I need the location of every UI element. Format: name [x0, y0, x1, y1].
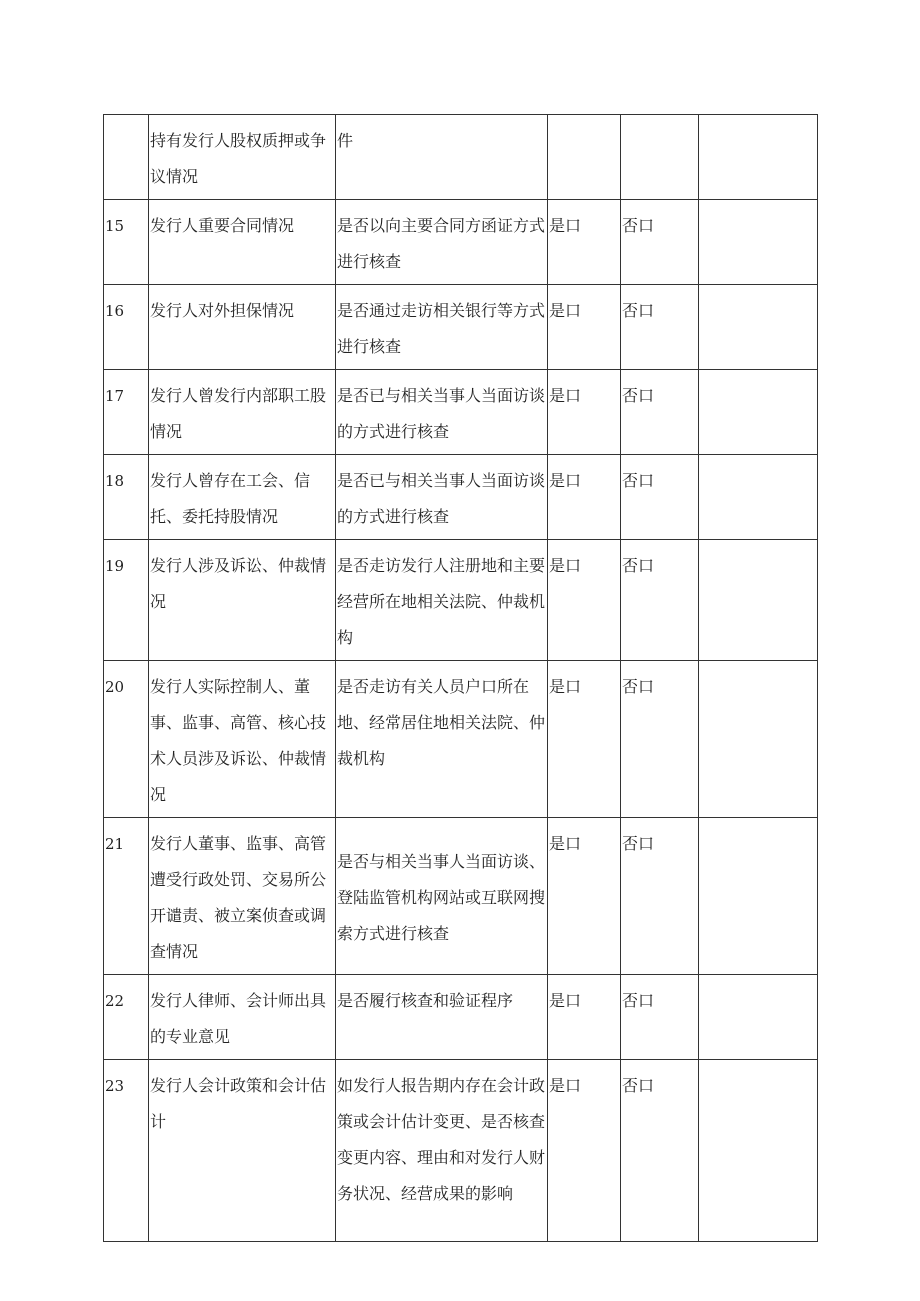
remarks-cell	[699, 200, 818, 285]
check-item: 发行人涉及诉讼、仲裁情况	[149, 540, 336, 661]
check-item: 发行人律师、会计师出具的专业意见	[149, 975, 336, 1060]
check-method: 是否已与相关当事人当面访谈的方式进行核查	[336, 370, 548, 455]
yes-checkbox[interactable]: 是口	[548, 455, 621, 540]
no-checkbox[interactable]: 否口	[621, 1060, 699, 1242]
check-item: 持有发行人股权质押或争议情况	[149, 115, 336, 200]
check-method: 是否履行核查和验证程序	[336, 975, 548, 1060]
row-number: 23	[104, 1060, 149, 1242]
no-checkbox[interactable]: 否口	[621, 370, 699, 455]
check-item: 发行人曾发行内部职工股情况	[149, 370, 336, 455]
check-method: 是否通过走访相关银行等方式进行核查	[336, 285, 548, 370]
no-checkbox[interactable]: 否口	[621, 975, 699, 1060]
row-number: 19	[104, 540, 149, 661]
yes-checkbox	[548, 115, 621, 200]
table-row	[104, 661, 818, 818]
table-row	[104, 975, 818, 1060]
no-checkbox[interactable]: 否口	[621, 285, 699, 370]
table-row	[104, 455, 818, 540]
remarks-cell	[699, 285, 818, 370]
check-item: 发行人董事、监事、高管遭受行政处罚、交易所公开谴责、被立案侦查或调查情况	[149, 818, 336, 975]
remarks-cell	[699, 455, 818, 540]
remarks-cell	[699, 975, 818, 1060]
remarks-cell	[699, 540, 818, 661]
remarks-cell	[699, 1060, 818, 1242]
no-checkbox[interactable]: 否口	[621, 661, 699, 818]
table-row	[104, 1060, 818, 1242]
table-row	[104, 115, 818, 200]
verification-checklist-table	[103, 114, 818, 1242]
yes-checkbox[interactable]: 是口	[548, 661, 621, 818]
yes-checkbox[interactable]: 是口	[548, 1060, 621, 1242]
check-method: 是否走访发行人注册地和主要经营所在地相关法院、仲裁机构	[336, 540, 548, 661]
row-number: 20	[104, 661, 149, 818]
check-method: 是否已与相关当事人当面访谈的方式进行核查	[336, 455, 548, 540]
no-checkbox[interactable]: 否口	[621, 540, 699, 661]
row-number: 21	[104, 818, 149, 975]
table-row	[104, 370, 818, 455]
yes-checkbox[interactable]: 是口	[548, 285, 621, 370]
row-number	[104, 115, 149, 200]
row-number: 22	[104, 975, 149, 1060]
yes-checkbox[interactable]: 是口	[548, 975, 621, 1060]
table-row	[104, 540, 818, 661]
check-method: 如发行人报告期内存在会计政策或会计估计变更、是否核查变更内容、理由和对发行人财务状况、经营成果的影响	[336, 1060, 548, 1242]
table-row	[104, 200, 818, 285]
check-method: 是否与相关当事人当面访谈、登陆监管机构网站或互联网搜索方式进行核查	[336, 818, 548, 975]
row-number: 16	[104, 285, 149, 370]
row-number: 18	[104, 455, 149, 540]
no-checkbox[interactable]: 否口	[621, 818, 699, 975]
yes-checkbox[interactable]: 是口	[548, 370, 621, 455]
yes-checkbox[interactable]: 是口	[548, 200, 621, 285]
check-method: 是否走访有关人员户口所在地、经常居住地相关法院、仲裁机构	[336, 661, 548, 818]
check-item: 发行人实际控制人、董事、监事、高管、核心技术人员涉及诉讼、仲裁情况	[149, 661, 336, 818]
no-checkbox[interactable]: 否口	[621, 455, 699, 540]
remarks-cell	[699, 370, 818, 455]
remarks-cell	[699, 115, 818, 200]
remarks-cell	[699, 818, 818, 975]
remarks-cell	[699, 661, 818, 818]
row-number: 17	[104, 370, 149, 455]
check-method: 是否以向主要合同方函证方式进行核查	[336, 200, 548, 285]
check-item: 发行人重要合同情况	[149, 200, 336, 285]
no-checkbox[interactable]: 否口	[621, 200, 699, 285]
table-row	[104, 285, 818, 370]
no-checkbox	[621, 115, 699, 200]
check-item: 发行人对外担保情况	[149, 285, 336, 370]
table-row	[104, 818, 818, 975]
check-item: 发行人曾存在工会、信托、委托持股情况	[149, 455, 336, 540]
check-method: 件	[336, 115, 548, 200]
yes-checkbox[interactable]: 是口	[548, 818, 621, 975]
yes-checkbox[interactable]: 是口	[548, 540, 621, 661]
check-item: 发行人会计政策和会计估计	[149, 1060, 336, 1242]
row-number: 15	[104, 200, 149, 285]
